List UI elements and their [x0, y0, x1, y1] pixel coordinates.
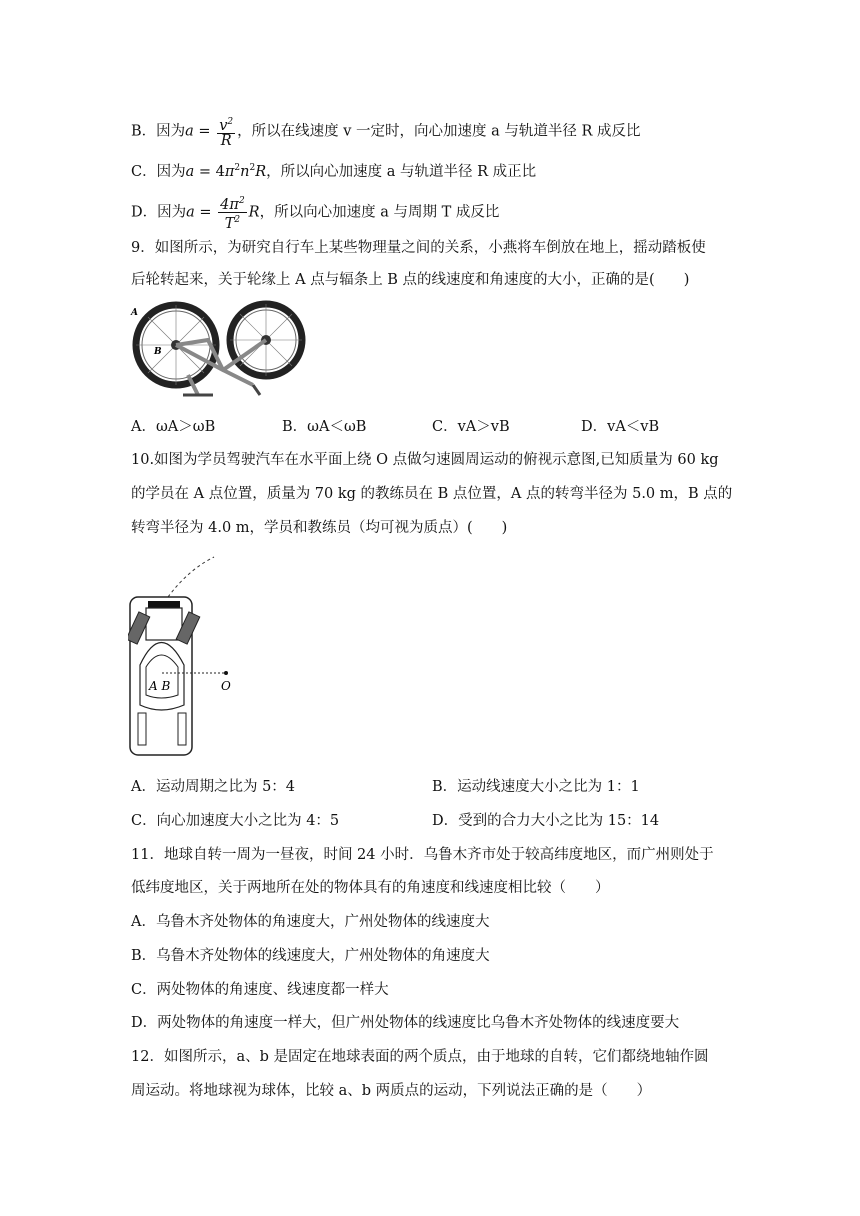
center-o-label: O [221, 679, 231, 693]
q11-stem-line2: 低纬度地区，关于两地所在处的物体具有的角速度和线速度相比较（ ） [131, 880, 610, 896]
q9-option-a: A．ωA＞ωB [131, 419, 216, 435]
point-a-label: A [131, 308, 138, 318]
q10-option-c: C．向心加速度大小之比为 4：5 [131, 813, 340, 829]
q8-option-c: C．因为$a = 4\pi^2n^2R$，所以向心加速度 a 与轨道半径 R 成正比 [131, 163, 537, 180]
q11-option-d: D．两处物体的角速度一样大，但广州处物体的线速度比乌鲁木齐处物体的线速度要大 [131, 1015, 680, 1031]
q10-option-d: D．受到的合力大小之比为 15：14 [432, 813, 660, 829]
q11-stem-line1: 11．地球自转一周为一昼夜，时间 24 小时．乌鲁木齐市处于较高纬度地区，而广州则处于 [131, 847, 714, 863]
q9-option-d: D．vA＜vB [581, 419, 660, 435]
q10-option-a: A．运动周期之比为 5：4 [131, 779, 296, 795]
car-ab-label: A B [149, 679, 171, 693]
q8-option-d: D．因为a = $\frac{4\pi^2}{T^2}$ R，所以向心加速度 a 与周期 T 成反比 [131, 196, 500, 232]
q10-stem-line1: 10.如图为学员驾驶汽车在水平面上绕 O 点做匀速圆周运动的俯视示意图,已知质量为 60 kg [131, 452, 719, 468]
point-b-label: B [154, 347, 162, 357]
q10-stem-line3: 转弯半径为 4.0 m，学员和教练员（均可视为质点）( ) [131, 520, 508, 536]
car-figure [128, 555, 258, 760]
q9-stem-line1: 9．如图所示，为研究自行车上某些物理量之间的关系，小燕将车倒放在地上，摇动踏板使 [131, 240, 706, 256]
q8-option-b: B．因为a = $\frac{v^2}{R}$ ，所以在线速度 v 一定时，向心加速度 a 与轨道半径 R 成反比 [131, 117, 641, 149]
q12-stem-line2: 周运动。将地球视为球体，比较 a、b 两质点的运动，下列说法正确的是（ ） [131, 1083, 652, 1099]
q9-option-b: B．ωA＜ωB [282, 419, 367, 435]
q9-stem-line2: 后轮转起来，关于轮缘上 A 点与辐条上 B 点的线速度和角速度的大小，正确的是( ) [131, 272, 690, 288]
q11-option-a: A．乌鲁木齐处物体的角速度大，广州处物体的线速度大 [131, 914, 490, 930]
bicycle-figure [128, 300, 308, 400]
q10-stem-line2: 的学员在 A 点位置，质量为 70 kg 的教练员在 B 点位置，A 点的转弯半径为 5.0 m，B 点的 [131, 486, 733, 502]
q11-option-c: C．两处物体的角速度、线速度都一样大 [131, 982, 389, 998]
q12-stem-line1: 12．如图所示，a、b 是固定在地球表面的两个质点，由于地球的自转，它们都绕地轴作圆 [131, 1049, 709, 1065]
q11-option-b: B．乌鲁木齐处物体的线速度大，广州处物体的角速度大 [131, 948, 490, 964]
q10-option-b: B．运动线速度大小之比为 1：1 [432, 779, 640, 795]
q9-option-c: C．vA＞vB [432, 419, 510, 435]
